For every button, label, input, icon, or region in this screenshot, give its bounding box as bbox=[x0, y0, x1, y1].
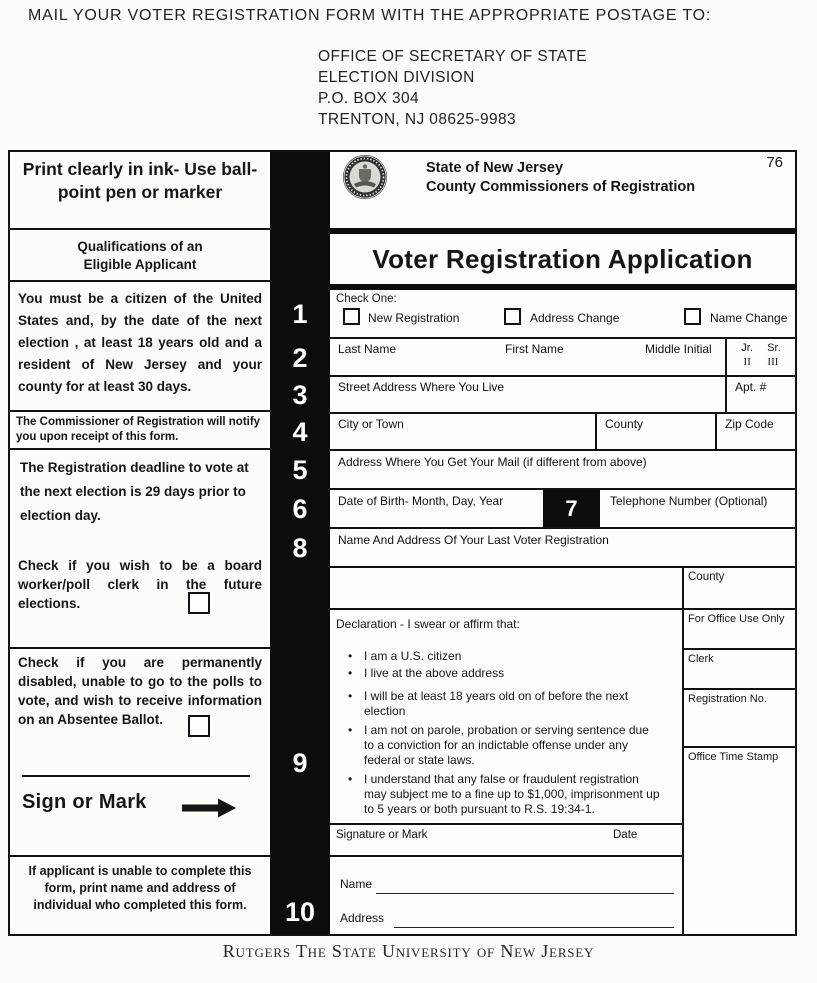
dob-telephone-row[interactable] bbox=[330, 490, 795, 529]
county-box[interactable] bbox=[684, 568, 795, 610]
step-number-10: 10 bbox=[284, 897, 316, 927]
divider-line bbox=[22, 775, 250, 777]
bullet-icon: • bbox=[348, 666, 353, 680]
declaration-item: • I live at the above address bbox=[348, 666, 505, 680]
absentee-text: Check if you are permanently disabled, unable to go to the polls to vote, and wish to receive information on an Absentee Ballot. bbox=[18, 655, 262, 727]
suffix-cell[interactable] bbox=[725, 339, 795, 375]
mailing-address-row[interactable] bbox=[330, 451, 795, 490]
bullet-icon: • bbox=[348, 723, 353, 737]
address-label: Address bbox=[340, 911, 385, 925]
print-clearly-note: Print clearly in ink- Use ball-point pen or marker bbox=[10, 152, 270, 230]
absentee-checkbox[interactable] bbox=[188, 715, 210, 737]
sign-or-mark-label: Sign or Mark bbox=[22, 791, 147, 813]
board-worker-checkbox[interactable] bbox=[188, 592, 210, 614]
suffix-sr-label: Sr. bbox=[767, 342, 781, 354]
date-label: Date bbox=[613, 829, 638, 841]
qualifications-heading: Qualifications of an Eligible Applicant bbox=[10, 230, 270, 282]
declaration-item: • I am not on parole, probation or serving sentence due to a conviction for an indictable offense under any federal or state laws. bbox=[348, 723, 649, 767]
suffix-iii-label: III bbox=[767, 356, 779, 368]
citizenship-requirements-text: You must be a citizen of the United States and, by the date of the next election , at least 18 years old and a resident of New Jersey and your county for at least 30 days. bbox=[10, 282, 270, 412]
step-number-8: 8 bbox=[292, 533, 308, 563]
step-number-2: 2 bbox=[292, 343, 308, 373]
absentee-section bbox=[10, 649, 270, 857]
new-registration-label: New Registration bbox=[368, 311, 460, 325]
step-number-7: 7 bbox=[543, 490, 600, 527]
apt-cell[interactable] bbox=[725, 377, 795, 412]
instructions-panel bbox=[10, 152, 270, 934]
county-cell[interactable] bbox=[595, 414, 715, 449]
mailing-address-line: ELECTION DIVISION bbox=[318, 69, 475, 86]
deadline-notice-text: The Registration deadline to vote at the next election is 29 days prior to election day. bbox=[20, 460, 249, 523]
address-change-checkbox[interactable] bbox=[504, 308, 521, 325]
declaration-item: • I will be at least 18 years old on of before the next election bbox=[348, 689, 629, 718]
office-time-stamp-box bbox=[684, 748, 795, 934]
name-row[interactable] bbox=[330, 339, 795, 377]
last-registration-row[interactable] bbox=[330, 529, 795, 568]
address-change-label: Address Change bbox=[530, 311, 620, 325]
board-worker-text: Check if you wish to be a board worker/poll clerk in the future elections. bbox=[18, 558, 262, 611]
name-change-checkbox[interactable] bbox=[684, 308, 701, 325]
new-registration-checkbox[interactable] bbox=[343, 308, 360, 325]
form-header bbox=[330, 152, 795, 228]
last-registration-write-area[interactable] bbox=[330, 568, 682, 610]
suffix-ii-label: II bbox=[743, 356, 751, 368]
clerk-box bbox=[684, 650, 795, 690]
county-box-label: County bbox=[688, 571, 725, 583]
zip-label: Zip Code bbox=[725, 417, 774, 431]
last-registration-label: Name And Address Of Your Last Voter Registration bbox=[338, 533, 609, 547]
arrow-right-icon bbox=[182, 798, 236, 823]
bullet-icon: • bbox=[348, 772, 353, 786]
mailing-address-label: Address Where You Get Your Mail (if different from above) bbox=[338, 455, 647, 469]
office-use-only-label: For Office Use Only bbox=[688, 613, 785, 625]
apt-label: Apt. # bbox=[735, 380, 767, 394]
form-fields-column bbox=[330, 152, 795, 934]
commissioner-notice-text: The Commissioner of Registration will notify you upon receipt of this form. bbox=[10, 412, 270, 450]
dob-label: Date of Birth- Month, Day, Year bbox=[338, 494, 504, 508]
last-name-label: Last Name bbox=[338, 342, 397, 356]
street-address-label: Street Address Where You Live bbox=[338, 380, 505, 394]
check-one-label: Check One: bbox=[336, 293, 397, 305]
city-county-zip-row bbox=[330, 414, 795, 451]
office-use-only-box bbox=[684, 610, 795, 650]
name-write-line[interactable] bbox=[376, 893, 674, 894]
declaration-item: • I understand that any false or fraudulent registration may subject me to a fine up to $1,000, imprisonment up to 5 years or both pursuant to R.S. 19:34-1. bbox=[348, 772, 660, 816]
suffix-jr-label: Jr. bbox=[741, 342, 753, 354]
middle-initial-label: Middle Initial bbox=[645, 342, 712, 356]
state-name: State of New Jersey bbox=[426, 160, 564, 176]
mailing-address-line: TRENTON, NJ 08625-9983 bbox=[318, 111, 517, 128]
form-number: 76 bbox=[766, 154, 783, 171]
office-use-column bbox=[682, 568, 795, 934]
completed-by-row bbox=[330, 855, 682, 934]
step-number-1: 1 bbox=[292, 299, 308, 329]
commissioners-label: County Commissioners of Registration bbox=[426, 179, 696, 195]
telephone-label: Telephone Number (Optional) bbox=[610, 494, 768, 508]
name-change-label: Name Change bbox=[710, 311, 788, 325]
mail-instruction: MAIL YOUR VOTER REGISTRATION FORM WITH THE APPROPRIATE POSTAGE TO: bbox=[28, 7, 712, 24]
check-one-row bbox=[330, 290, 795, 339]
clerk-label: Clerk bbox=[688, 653, 714, 665]
bullet-icon: • bbox=[348, 689, 353, 703]
zip-cell[interactable] bbox=[715, 414, 795, 449]
step-number-9: 9 bbox=[292, 748, 308, 778]
bullet-icon: • bbox=[348, 649, 353, 663]
first-name-label: First Name bbox=[505, 342, 564, 356]
mailing-address-line: P.O. BOX 304 bbox=[318, 90, 420, 107]
street-address-row[interactable] bbox=[330, 377, 795, 414]
lower-section bbox=[330, 568, 795, 934]
name-label: Name bbox=[340, 877, 373, 891]
mailing-address-line: OFFICE OF SECRETARY OF STATE bbox=[318, 48, 587, 65]
mailing-address bbox=[318, 46, 587, 130]
declaration-item: • I am a U.S. citizen bbox=[348, 649, 462, 663]
declaration-title: Declaration - I swear or affirm that: bbox=[336, 617, 520, 631]
city-label: City or Town bbox=[338, 417, 404, 431]
county-label: County bbox=[605, 417, 644, 431]
declaration-section bbox=[330, 610, 682, 823]
registration-no-box bbox=[684, 690, 795, 748]
step-number-5: 5 bbox=[292, 455, 308, 485]
form-title: Voter Registration Application bbox=[372, 244, 753, 274]
signature-row[interactable] bbox=[330, 823, 682, 855]
step-number-strip bbox=[270, 152, 330, 934]
registration-form bbox=[8, 150, 797, 936]
nj-state-seal-icon bbox=[342, 154, 388, 205]
completed-by-note: If applicant is unable to complete this form, print name and address of individual who completed this form. bbox=[28, 864, 252, 912]
board-worker-section bbox=[10, 528, 270, 649]
office-time-stamp-label: Office Time Stamp bbox=[688, 751, 779, 763]
step-number-6: 6 bbox=[292, 494, 308, 524]
step-number-4: 4 bbox=[292, 417, 308, 447]
rutgers-footer: Rutgers The State University of New Jersey bbox=[222, 941, 595, 961]
address-write-line[interactable] bbox=[394, 927, 674, 928]
step-number-3: 3 bbox=[292, 380, 308, 410]
lower-left bbox=[330, 568, 682, 934]
signature-label: Signature or Mark bbox=[336, 829, 428, 841]
registration-no-label: Registration No. bbox=[688, 693, 767, 705]
